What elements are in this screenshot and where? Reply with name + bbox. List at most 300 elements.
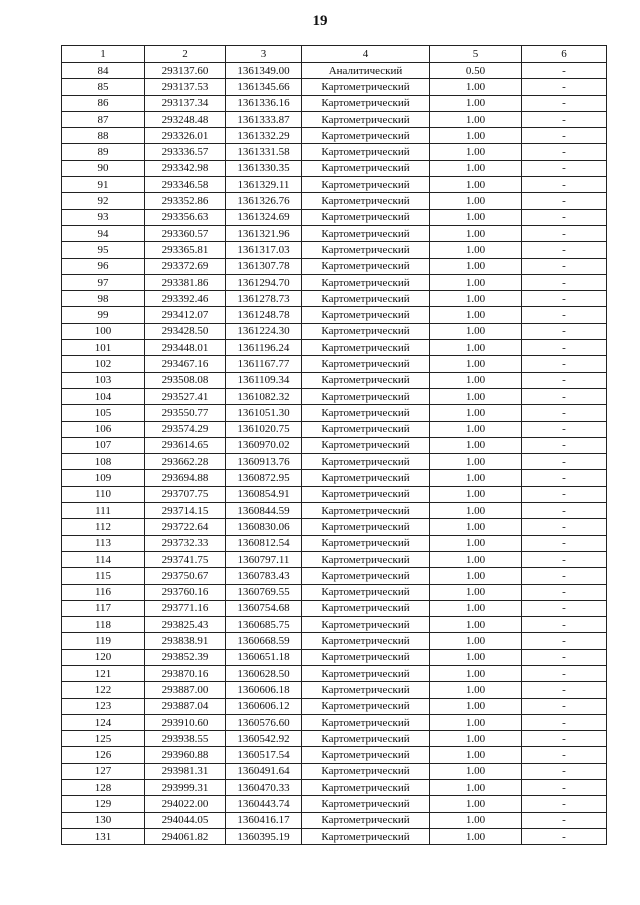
table-cell: 124 [62, 714, 145, 730]
table-cell: 1361349.00 [226, 63, 302, 79]
table-row [62, 503, 607, 519]
table-cell: 1361082.32 [226, 388, 302, 404]
table-cell: 294022.00 [145, 796, 226, 812]
table-cell: - [522, 307, 607, 323]
table-cell: 118 [62, 617, 145, 633]
table-header-row [62, 46, 607, 63]
table-cell: 1.00 [430, 454, 522, 470]
column-header: 6 [522, 46, 607, 63]
table-cell: 122 [62, 682, 145, 698]
table-cell: 119 [62, 633, 145, 649]
table-cell: Картометрический [302, 160, 430, 176]
table-cell: 111 [62, 503, 145, 519]
table-row [62, 63, 607, 79]
table-cell: 1361196.24 [226, 340, 302, 356]
table-cell: 1360628.50 [226, 665, 302, 681]
table-cell: 1.00 [430, 209, 522, 225]
table-cell: 1361278.73 [226, 291, 302, 307]
table-cell: 1.00 [430, 780, 522, 796]
table-row [62, 731, 607, 747]
table-cell: 115 [62, 568, 145, 584]
table-cell: - [522, 160, 607, 176]
table-cell: 116 [62, 584, 145, 600]
table-cell: - [522, 535, 607, 551]
table-cell: - [522, 79, 607, 95]
table-cell: Картометрический [302, 340, 430, 356]
table-cell: 1360443.74 [226, 796, 302, 812]
table-cell: 1.00 [430, 274, 522, 290]
table-cell: 293760.16 [145, 584, 226, 600]
table-cell: 1361167.77 [226, 356, 302, 372]
table-cell: 1360606.12 [226, 698, 302, 714]
table-cell: 293448.01 [145, 340, 226, 356]
table-cell: Картометрический [302, 812, 430, 828]
table-cell: - [522, 340, 607, 356]
table-cell: 293938.55 [145, 731, 226, 747]
table-cell: 1.00 [430, 812, 522, 828]
table-cell: 1361330.35 [226, 160, 302, 176]
table-cell: 104 [62, 388, 145, 404]
table-row [62, 454, 607, 470]
table-cell: 1.00 [430, 763, 522, 779]
table-cell: Картометрический [302, 193, 430, 209]
table-cell: 93 [62, 209, 145, 225]
table-cell: 293467.16 [145, 356, 226, 372]
table-cell: 1.00 [430, 258, 522, 274]
table-row [62, 79, 607, 95]
table-cell: - [522, 470, 607, 486]
table-cell: 1360395.19 [226, 828, 302, 844]
table-cell: - [522, 421, 607, 437]
table-cell: 293614.65 [145, 437, 226, 453]
table-cell: Картометрический [302, 796, 430, 812]
table-cell: 1.00 [430, 79, 522, 95]
table-cell: 1360517.54 [226, 747, 302, 763]
table-cell: 293326.01 [145, 128, 226, 144]
table-cell: 85 [62, 79, 145, 95]
table-row [62, 177, 607, 193]
table-cell: 293707.75 [145, 486, 226, 502]
table-cell: - [522, 747, 607, 763]
table-cell: Картометрический [302, 242, 430, 258]
table-cell: 1.00 [430, 714, 522, 730]
coordinates-table [61, 45, 607, 845]
table-cell: 293852.39 [145, 649, 226, 665]
table-row [62, 665, 607, 681]
table-cell: 107 [62, 437, 145, 453]
table-cell: 123 [62, 698, 145, 714]
table-cell: 109 [62, 470, 145, 486]
table-cell: - [522, 486, 607, 502]
table-cell: 90 [62, 160, 145, 176]
table-cell: 1.00 [430, 731, 522, 747]
table-cell: 96 [62, 258, 145, 274]
table-cell: Картометрический [302, 307, 430, 323]
column-header: 2 [145, 46, 226, 63]
table-cell: Картометрический [302, 617, 430, 633]
table-row [62, 356, 607, 372]
table-cell: - [522, 568, 607, 584]
table-cell: 1360913.76 [226, 454, 302, 470]
table-cell: 112 [62, 519, 145, 535]
table-cell: 1.00 [430, 291, 522, 307]
table-cell: Картометрический [302, 388, 430, 404]
table-cell: 126 [62, 747, 145, 763]
table-row [62, 633, 607, 649]
table-cell: Картометрический [302, 714, 430, 730]
table-cell: 1.00 [430, 372, 522, 388]
table-cell: Картометрический [302, 698, 430, 714]
table-cell: - [522, 144, 607, 160]
table-cell: 293714.15 [145, 503, 226, 519]
table-cell: Картометрический [302, 486, 430, 502]
table-row [62, 421, 607, 437]
table-cell: Картометрический [302, 731, 430, 747]
table-cell: 293360.57 [145, 225, 226, 241]
table-row [62, 763, 607, 779]
table-cell: 99 [62, 307, 145, 323]
table-cell: 293346.58 [145, 177, 226, 193]
table-cell: Картометрический [302, 111, 430, 127]
table-row [62, 225, 607, 241]
table-cell: - [522, 649, 607, 665]
table-cell: - [522, 714, 607, 730]
table-cell: 1.00 [430, 340, 522, 356]
page-number: 19 [312, 13, 328, 29]
table-cell: 1.00 [430, 160, 522, 176]
table-cell: 100 [62, 323, 145, 339]
table-cell: - [522, 828, 607, 844]
table-cell: - [522, 177, 607, 193]
table-cell: 101 [62, 340, 145, 356]
table-cell: Картометрический [302, 95, 430, 111]
table-cell: 1.00 [430, 307, 522, 323]
table-cell: Картометрический [302, 405, 430, 421]
table-cell: Картометрический [302, 356, 430, 372]
table-row [62, 340, 607, 356]
column-header: 5 [430, 46, 522, 63]
table-row [62, 307, 607, 323]
table-cell: Картометрический [302, 600, 430, 616]
table-cell: 1.00 [430, 600, 522, 616]
table-cell: 293662.28 [145, 454, 226, 470]
table-cell: 1361329.11 [226, 177, 302, 193]
table-cell: - [522, 193, 607, 209]
table-cell: 103 [62, 372, 145, 388]
table-cell: 91 [62, 177, 145, 193]
column-header: 1 [62, 46, 145, 63]
table-cell: 89 [62, 144, 145, 160]
table-cell: 1.00 [430, 486, 522, 502]
table-cell: 1.00 [430, 584, 522, 600]
table-cell: 127 [62, 763, 145, 779]
table-cell: Картометрический [302, 763, 430, 779]
table-cell: 1361317.03 [226, 242, 302, 258]
table-cell: 293722.64 [145, 519, 226, 535]
table-cell: 294061.82 [145, 828, 226, 844]
table-cell: 1.00 [430, 551, 522, 567]
table-cell: 293887.00 [145, 682, 226, 698]
table-cell: 293137.53 [145, 79, 226, 95]
table-row [62, 796, 607, 812]
table-cell: 293694.88 [145, 470, 226, 486]
table-cell: 1.00 [430, 470, 522, 486]
table-cell: 1.00 [430, 405, 522, 421]
table-cell: 293960.88 [145, 747, 226, 763]
table-cell: 1.00 [430, 177, 522, 193]
table-cell: 1.00 [430, 568, 522, 584]
table-cell: 1.00 [430, 535, 522, 551]
table-cell: 1360754.68 [226, 600, 302, 616]
table-cell: Картометрический [302, 828, 430, 844]
table-row [62, 323, 607, 339]
table-cell: 106 [62, 421, 145, 437]
table-cell: 293508.08 [145, 372, 226, 388]
table-cell: 293428.50 [145, 323, 226, 339]
table-cell: 110 [62, 486, 145, 502]
table-cell: - [522, 551, 607, 567]
table-cell: 1.00 [430, 796, 522, 812]
table-cell: 1360812.54 [226, 535, 302, 551]
table-cell: 1360830.06 [226, 519, 302, 535]
table-row [62, 437, 607, 453]
table-cell: - [522, 291, 607, 307]
table-cell: 293412.07 [145, 307, 226, 323]
table-cell: 1360651.18 [226, 649, 302, 665]
table-cell: 293527.41 [145, 388, 226, 404]
table-cell: - [522, 812, 607, 828]
table-cell: - [522, 258, 607, 274]
table-cell: Картометрический [302, 747, 430, 763]
table-cell: 293352.86 [145, 193, 226, 209]
table-cell: - [522, 356, 607, 372]
table-cell: Картометрический [302, 323, 430, 339]
table-cell: - [522, 584, 607, 600]
table-cell: 1360970.02 [226, 437, 302, 453]
column-header: 3 [226, 46, 302, 63]
table-cell: 1361333.87 [226, 111, 302, 127]
table-row [62, 144, 607, 160]
table-cell: Картометрический [302, 274, 430, 290]
table-row [62, 193, 607, 209]
table-cell: Картометрический [302, 519, 430, 535]
table-cell: 1.00 [430, 633, 522, 649]
table-cell: 113 [62, 535, 145, 551]
table-cell: - [522, 731, 607, 747]
table-cell: Аналитический [302, 63, 430, 79]
table-cell: 120 [62, 649, 145, 665]
table-cell: Картометрический [302, 584, 430, 600]
table-cell: 1360668.59 [226, 633, 302, 649]
table-cell: Картометрический [302, 780, 430, 796]
table-row [62, 649, 607, 665]
table-cell: - [522, 388, 607, 404]
table-cell: - [522, 437, 607, 453]
table-cell: 1361051.30 [226, 405, 302, 421]
table-cell: - [522, 682, 607, 698]
table-cell: 1.00 [430, 519, 522, 535]
table-cell: 1.00 [430, 503, 522, 519]
table-cell: - [522, 95, 607, 111]
table-cell: Картометрический [302, 568, 430, 584]
table-cell: 1361109.34 [226, 372, 302, 388]
table-cell: 1361326.76 [226, 193, 302, 209]
table-cell: Картометрический [302, 421, 430, 437]
table-cell: - [522, 796, 607, 812]
table-cell: 293825.43 [145, 617, 226, 633]
table-cell: - [522, 225, 607, 241]
table-cell: - [522, 209, 607, 225]
table-cell: 1360606.18 [226, 682, 302, 698]
table-cell: 293870.16 [145, 665, 226, 681]
table-cell: 293381.86 [145, 274, 226, 290]
table-cell: 1361020.75 [226, 421, 302, 437]
table-cell: Картометрический [302, 144, 430, 160]
table-cell: Картометрический [302, 128, 430, 144]
table-cell: 293750.67 [145, 568, 226, 584]
table-cell: 1360685.75 [226, 617, 302, 633]
table-row [62, 258, 607, 274]
table-cell: 294044.05 [145, 812, 226, 828]
table-cell: - [522, 372, 607, 388]
table-cell: 130 [62, 812, 145, 828]
table-cell: Картометрический [302, 470, 430, 486]
table-cell: 92 [62, 193, 145, 209]
table-cell: 1360797.11 [226, 551, 302, 567]
table-cell: 1.00 [430, 356, 522, 372]
table-row [62, 486, 607, 502]
table-cell: 293771.16 [145, 600, 226, 616]
table-cell: 1361248.78 [226, 307, 302, 323]
table-row [62, 714, 607, 730]
table-cell: 293372.69 [145, 258, 226, 274]
table-cell: 293838.91 [145, 633, 226, 649]
table-cell: 1.00 [430, 617, 522, 633]
table-cell: 293356.63 [145, 209, 226, 225]
table-cell: 117 [62, 600, 145, 616]
table-cell: - [522, 519, 607, 535]
table-cell: 293550.77 [145, 405, 226, 421]
table-row [62, 209, 607, 225]
table-cell: 1360769.55 [226, 584, 302, 600]
table-row [62, 519, 607, 535]
table-row [62, 111, 607, 127]
table-row [62, 160, 607, 176]
table-cell: Картометрический [302, 633, 430, 649]
table-cell: 1360576.60 [226, 714, 302, 730]
table-cell: Картометрический [302, 177, 430, 193]
table-cell: 293392.46 [145, 291, 226, 307]
table-cell: 293336.57 [145, 144, 226, 160]
table-row [62, 372, 607, 388]
table-row [62, 470, 607, 486]
table-cell: 1.00 [430, 193, 522, 209]
table-cell: 1.00 [430, 144, 522, 160]
table-cell: - [522, 763, 607, 779]
table-cell: 293732.33 [145, 535, 226, 551]
table-cell: - [522, 405, 607, 421]
table-cell: 293910.60 [145, 714, 226, 730]
table-cell: 1.00 [430, 225, 522, 241]
table-cell: Картометрический [302, 437, 430, 453]
table-row [62, 128, 607, 144]
table-cell: - [522, 63, 607, 79]
table-cell: Картометрический [302, 79, 430, 95]
table-cell: 87 [62, 111, 145, 127]
table-cell: 1360542.92 [226, 731, 302, 747]
table-cell: - [522, 323, 607, 339]
table-cell: 1360854.91 [226, 486, 302, 502]
table-cell: Картометрический [302, 258, 430, 274]
table-cell: 1361331.58 [226, 144, 302, 160]
table-cell: 1361307.78 [226, 258, 302, 274]
table-cell: 131 [62, 828, 145, 844]
table-cell: 1360783.43 [226, 568, 302, 584]
table-cell: 1.00 [430, 649, 522, 665]
table-cell: - [522, 617, 607, 633]
table-cell: Картометрический [302, 682, 430, 698]
column-header: 4 [302, 46, 430, 63]
table-cell: 1.00 [430, 665, 522, 681]
table-cell: 1.00 [430, 388, 522, 404]
table-cell: 293887.04 [145, 698, 226, 714]
table-row [62, 568, 607, 584]
table-cell: - [522, 242, 607, 258]
table-row [62, 242, 607, 258]
table-cell: 1361321.96 [226, 225, 302, 241]
table-cell: 1360416.17 [226, 812, 302, 828]
table-cell: Картометрический [302, 649, 430, 665]
table-cell: 293137.60 [145, 63, 226, 79]
table-cell: Картометрический [302, 372, 430, 388]
table-cell: 1360844.59 [226, 503, 302, 519]
table-cell: - [522, 600, 607, 616]
table-cell: 129 [62, 796, 145, 812]
table-cell: - [522, 128, 607, 144]
table-cell: 84 [62, 63, 145, 79]
table-cell: 1361224.30 [226, 323, 302, 339]
table-cell: 293342.98 [145, 160, 226, 176]
table-cell: - [522, 633, 607, 649]
table-cell: 97 [62, 274, 145, 290]
table-row [62, 698, 607, 714]
table-cell: 102 [62, 356, 145, 372]
table-cell: - [522, 780, 607, 796]
table-row [62, 535, 607, 551]
table-cell: 1.00 [430, 421, 522, 437]
table-cell: Картометрический [302, 535, 430, 551]
table-cell: 1361336.16 [226, 95, 302, 111]
table-cell: 293981.31 [145, 763, 226, 779]
table-row [62, 780, 607, 796]
table-cell: 1.00 [430, 95, 522, 111]
table-cell: 1.00 [430, 111, 522, 127]
table-cell: 1.00 [430, 242, 522, 258]
table-cell: - [522, 503, 607, 519]
table-cell: 86 [62, 95, 145, 111]
table-row [62, 812, 607, 828]
table-cell: 1360470.33 [226, 780, 302, 796]
table-row [62, 291, 607, 307]
table-cell: 1361345.66 [226, 79, 302, 95]
table-cell: Картометрический [302, 291, 430, 307]
table-cell: 1.00 [430, 437, 522, 453]
table-cell: 1.00 [430, 747, 522, 763]
table-cell: 293365.81 [145, 242, 226, 258]
table-row [62, 584, 607, 600]
table-cell: Картометрический [302, 551, 430, 567]
table-row [62, 682, 607, 698]
